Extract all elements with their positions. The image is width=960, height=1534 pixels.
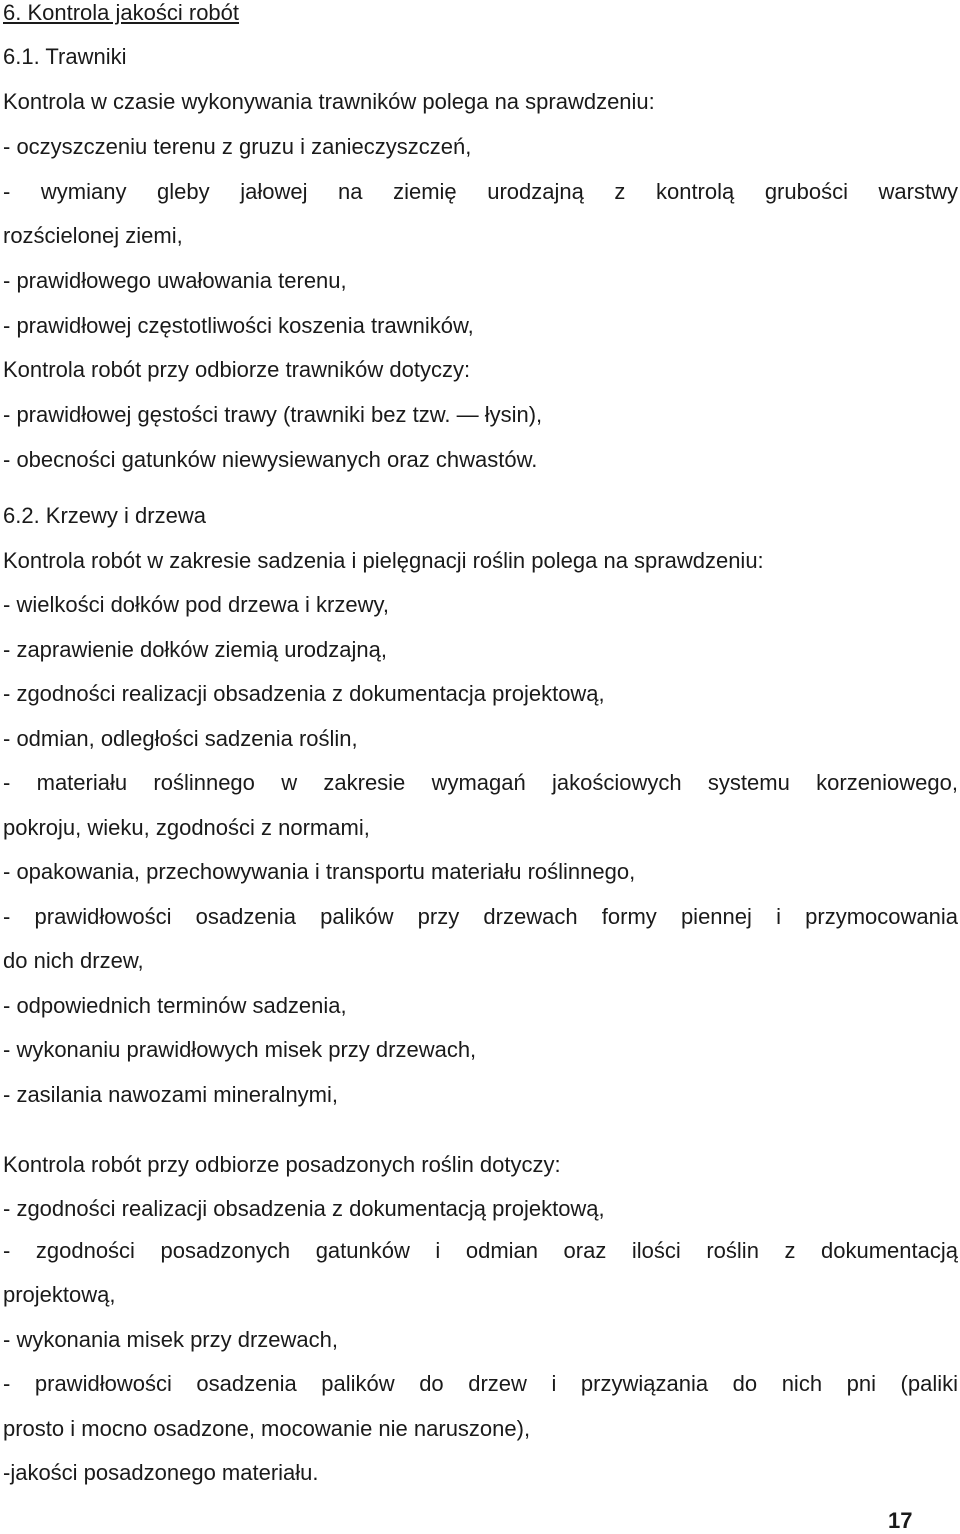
list-item: - obecności gatunków niewysiewanych oraz chwastów.	[3, 447, 538, 472]
list-item: - prawidłowej gęstości trawy (trawniki bez tzw. — łysin),	[3, 402, 543, 427]
list-item: - prawidłowości osadzenia palików przy drzewach formy piennej i przymocowania	[3, 904, 958, 929]
list-item: - oczyszczeniu terenu z gruzu i zanieczyszczeń,	[3, 134, 472, 159]
list-item: - prawidłowej częstotliwości koszenia trawników,	[3, 313, 474, 338]
list-item: - odpowiednich terminów sadzenia,	[3, 993, 347, 1018]
list-item: - opakowania, przechowywania i transportu materiału roślinnego,	[3, 859, 636, 884]
paragraph-intro: Kontrola w czasie wykonywania trawników polega na sprawdzeniu:	[3, 89, 655, 114]
list-item-continuation: rozścielonej ziemi,	[3, 223, 183, 248]
list-item: - wymiany gleby jałowej na ziemię urodzajną z kontrolą grubości warstwy	[3, 179, 958, 204]
list-item-continuation: projektową,	[3, 1282, 116, 1307]
list-item: - prawidłowego uwałowania terenu,	[3, 268, 347, 293]
list-item-continuation: prosto i mocno osadzone, mocowanie nie naruszone),	[3, 1416, 531, 1441]
paragraph-acceptance-intro: Kontrola robót przy odbiorze trawników dotyczy:	[3, 357, 471, 382]
list-item: - zasilania nawozami mineralnymi,	[3, 1082, 339, 1107]
list-item: - zgodności realizacji obsadzenia z dokumentacją projektową,	[3, 1196, 605, 1221]
subsection-title-trawniki: 6.1. Trawniki	[3, 44, 127, 69]
list-item: - prawidłowości osadzenia palików do drzew i przywiązania do nich pni (paliki	[3, 1371, 958, 1396]
list-item: - zgodności realizacji obsadzenia z dokumentacja projektową,	[3, 681, 605, 706]
list-item: - wykonania misek przy drzewach,	[3, 1327, 339, 1352]
list-item-continuation: do nich drzew,	[3, 948, 144, 973]
paragraph-intro: Kontrola robót w zakresie sadzenia i pielęgnacji roślin polega na sprawdzeniu:	[3, 548, 764, 573]
page-number: 17	[888, 1508, 913, 1533]
subsection-title-krzewy: 6.2. Krzewy i drzewa	[3, 503, 206, 528]
list-item-continuation: pokroju, wieku, zgodności z normami,	[3, 815, 370, 840]
list-item: -jakości posadzonego materiału.	[3, 1460, 319, 1485]
list-item: - odmian, odległości sadzenia roślin,	[3, 726, 358, 751]
list-item: - zaprawienie dołków ziemią urodzajną,	[3, 637, 387, 662]
list-item: - zgodności posadzonych gatunków i odmian oraz ilości roślin z dokumentacją	[3, 1238, 958, 1263]
section-title: 6. Kontrola jakości robót	[3, 0, 240, 25]
list-item: - materiału roślinnego w zakresie wymagań jakościowych systemu korzeniowego,	[3, 770, 958, 795]
list-item: - wykonaniu prawidłowych misek przy drzewach,	[3, 1037, 477, 1062]
list-item: - wielkości dołków pod drzewa i krzewy,	[3, 592, 389, 617]
paragraph-acceptance-intro: Kontrola robót przy odbiorze posadzonych roślin dotyczy:	[3, 1152, 561, 1177]
